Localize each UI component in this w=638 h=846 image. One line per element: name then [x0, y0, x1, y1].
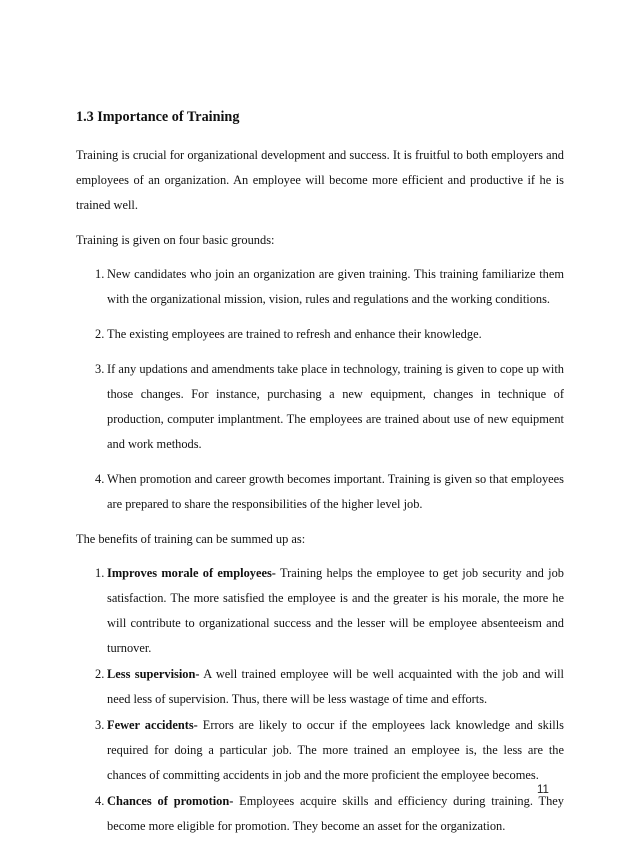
benefit-text: Errors are likely to occur if the employees lack knowledge and skills required for doing a particular job. The more trained an employee is, the less are the chances of committing accidents in job and the more proficient the employee becomes. — [107, 718, 565, 782]
section-heading: 1.3 Importance of Training — [76, 109, 240, 125]
benefit-title: Chances of promotion- — [107, 794, 234, 808]
list-item — [76, 357, 564, 457]
list-item — [76, 789, 564, 839]
benefit-text: A well trained employee will be well acquainted with the job and will need less of supervision. Thus, there will be less wastage of time and efforts. — [107, 667, 564, 706]
intro-paragraph: Training is crucial for organizational development and success. It is fruitful to both employers and employees of an organization. An employee will become more efficient and productive if he is trained well. — [76, 148, 564, 212]
benefits-intro: The benefits of training can be summed up as: — [76, 532, 306, 546]
page-content — [76, 108, 564, 846]
benefit-text: Employees acquire skills and efficiency during training. They become more eligible for promotion. They become an asset for the organization. — [107, 794, 564, 833]
benefit-title: Improves morale of employees- — [107, 566, 276, 580]
list-number: 4. — [95, 472, 105, 486]
list-number: 1. — [95, 566, 105, 580]
list-item — [76, 713, 564, 788]
list-text: When promotion and career growth becomes important. Training is given so that employees are prepared to share the responsibilities of the higher level job. — [107, 472, 564, 511]
list-number: 1. — [95, 267, 105, 281]
list-item — [76, 467, 564, 517]
benefit-title: Fewer accidents- — [107, 718, 198, 732]
grounds-intro: Training is given on four basic grounds: — [76, 233, 275, 247]
list-text: New candidates who join an organization are given training. This training familiarize them with the organizational mission, vision, rules and regulations and the working conditions. — [107, 267, 564, 306]
list-text: If any updations and amendments take place in technology, training is given to cope up with those changes. For instance, purchasing a new equipment, changes in technique of production, computer implantment. The employees are trained about use of new equipment and work methods. — [107, 362, 564, 451]
list-item — [76, 262, 564, 312]
list-number: 3. — [95, 362, 105, 376]
list-number: 3. — [95, 718, 105, 732]
page-number: 11 — [537, 784, 549, 796]
list-number: 2. — [95, 667, 105, 681]
list-item — [76, 662, 564, 712]
grounds-list — [76, 262, 564, 517]
list-item — [76, 322, 564, 347]
list-number: 4. — [95, 794, 105, 808]
list-item — [76, 561, 564, 661]
list-text: The existing employees are trained to refresh and enhance their knowledge. — [107, 327, 482, 341]
benefits-list — [76, 561, 564, 839]
benefit-text: Training helps the employee to get job security and job satisfaction. The more satisfied the employee is and the greater is his morale, the more he will contribute to organizational success and the lesser will be employee absenteeism and turnover. — [107, 566, 564, 655]
benefit-title: Less supervision- — [107, 667, 200, 681]
list-number: 2. — [95, 327, 105, 341]
